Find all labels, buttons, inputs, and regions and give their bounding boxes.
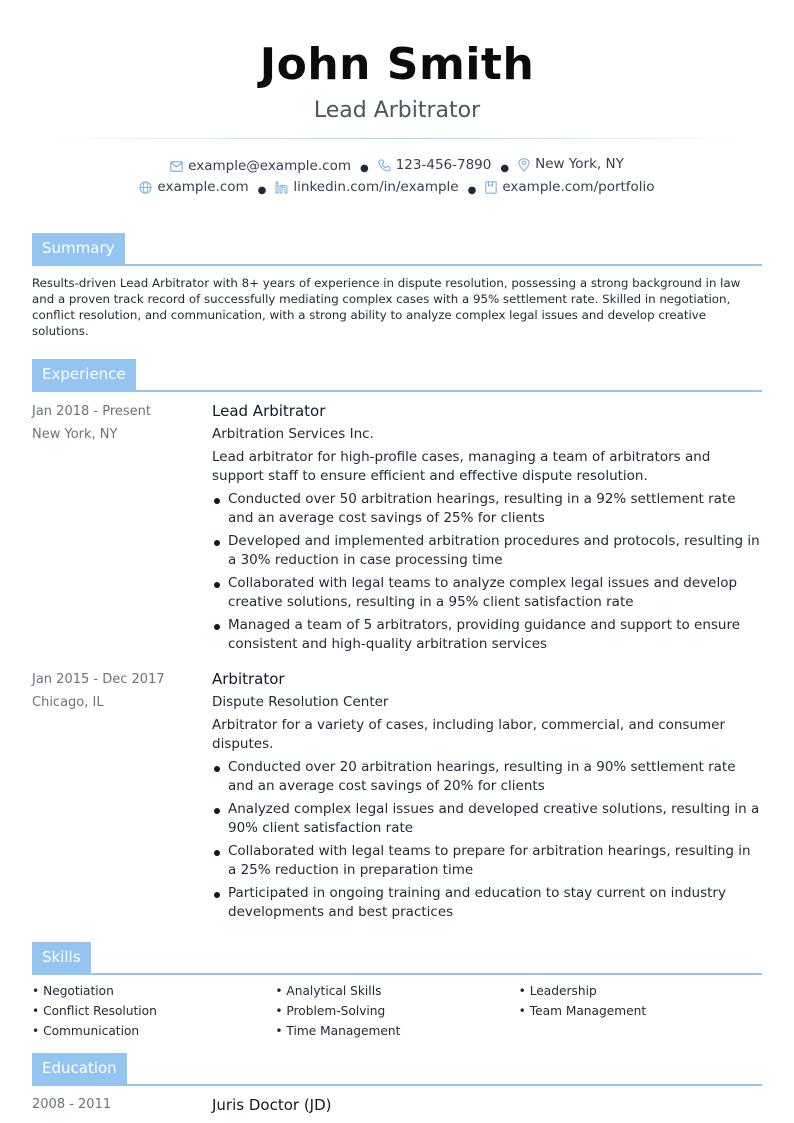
job-bullet: Collaborated with legal teams to analyze complex legal issues and develop creative solutions, resulting in a 95% client satisfaction rate [212, 574, 762, 612]
skill-item: • Communication [32, 1021, 275, 1041]
contact-website-text: example.com [157, 178, 249, 195]
contact-location-text: New York, NY [535, 156, 624, 172]
phone-icon [378, 159, 391, 172]
job-bullets [212, 490, 762, 654]
contact-linkedin-text: linkedin.com/in/example [293, 178, 459, 195]
resume-page [32, 0, 762, 1116]
contact-linkedin[interactable] [275, 178, 458, 197]
contact-location [518, 155, 624, 174]
job-bullet: Collaborated with legal teams to prepare for arbitration hearings, resulting in a 25% reduction in preparation time [212, 842, 762, 880]
skills-column [32, 981, 275, 1041]
skill-item: • Leadership [519, 981, 762, 1001]
section-rule [32, 264, 762, 266]
contact-portfolio[interactable] [485, 178, 654, 197]
job-dates: Jan 2018 - Present [32, 403, 151, 419]
mail-icon [170, 161, 183, 172]
summary-section-header [32, 233, 762, 266]
skills-section-header [32, 942, 762, 975]
experience-entry [32, 400, 762, 658]
job-bullet: Analyzed complex legal issues and developed creative solutions, resulting in a 90% client satisfaction rate [212, 800, 762, 838]
summary-heading: Summary [32, 233, 125, 264]
job-location: New York, NY [32, 426, 118, 442]
job-bullet: Managed a team of 5 arbitrators, providing guidance and support to ensure consistent and high-quality arbitration services [212, 616, 762, 654]
job-bullets [212, 758, 762, 922]
job-title: Arbitrator [212, 669, 285, 688]
contact-email-text: example@example.com [188, 157, 351, 174]
summary-text: Results-driven Lead Arbitrator with 8+ years of experience in dispute resolution, possessing a strong background in law and a proven track record of successfully mediating complex cases with a 95% settlement rate. Skilled in negotiation, conflict resolution, and communication, with a strong ability to analyze complex legal issues and develop creative solutions. [32, 275, 741, 338]
job-meta [32, 400, 212, 658]
experience-entry [32, 668, 762, 926]
job-body [212, 668, 762, 926]
section-rule [32, 973, 762, 975]
candidate-role: Lead Arbitrator [313, 98, 481, 123]
contact-email[interactable] [170, 157, 351, 176]
portfolio-icon [485, 181, 497, 194]
job-bullet: Conducted over 50 arbitration hearings, resulting in a 92% settlement rate and an average cost savings of 25% for clients [212, 490, 762, 528]
job-title: Lead Arbitrator [212, 401, 326, 420]
education-entry [32, 1094, 762, 1116]
job-bullet: Conducted over 20 arbitration hearings, resulting in a 90% settlement rate and an average cost savings of 20% for clients [212, 758, 762, 796]
candidate-name: John Smith [259, 39, 535, 90]
skill-item: • Team Management [519, 1001, 762, 1021]
job-body [212, 400, 762, 658]
experience-heading: Experience [32, 359, 136, 390]
contact-line-2 [32, 178, 762, 200]
experience-section-header [32, 359, 762, 392]
contact-line-1 [32, 155, 762, 178]
location-icon [518, 158, 530, 172]
skill-item: • Problem-Solving [275, 1001, 518, 1021]
skill-item: • Analytical Skills [275, 981, 518, 1001]
job-bullet: Developed and implemented arbitration procedures and protocols, resulting in a 30% reduction in case processing time [212, 532, 762, 570]
contact-phone-text: 123-456-7890 [395, 156, 492, 173]
job-bullet: Participated in ongoing training and education to stay current on industry developments and best practices [212, 884, 762, 922]
skill-item: • Time Management [275, 1021, 518, 1041]
contact-separator: ● [359, 162, 369, 174]
education-degree: Juris Doctor (JD) [212, 1095, 332, 1114]
job-company: Dispute Resolution Center [212, 693, 389, 710]
linkedin-icon [275, 181, 288, 194]
education-dates: 2008 - 2011 [32, 1096, 112, 1112]
skills-heading: Skills [32, 942, 91, 973]
contact-separator: ● [257, 184, 267, 196]
education-heading: Education [32, 1053, 127, 1084]
job-company: Arbitration Services Inc. [212, 425, 374, 442]
section-rule [32, 1084, 762, 1086]
skill-item: • Negotiation [32, 981, 275, 1001]
globe-icon [139, 181, 152, 194]
skills-column [275, 981, 518, 1041]
contact-portfolio-text: example.com/portfolio [502, 178, 655, 195]
contact-phone[interactable] [378, 156, 492, 175]
job-description: Lead arbitrator for high-profile cases, managing a team of arbitrators and support staff to ensure efficient and effective dispute resolution. [212, 448, 711, 484]
contact-website[interactable] [139, 178, 248, 197]
header-divider [37, 138, 757, 139]
section-rule [32, 390, 762, 392]
contact-separator: ● [500, 162, 510, 174]
job-location: Chicago, IL [32, 694, 104, 710]
job-meta [32, 668, 212, 926]
skills-grid [32, 981, 762, 1041]
job-dates: Jan 2015 - Dec 2017 [32, 671, 165, 687]
contact-separator: ● [467, 184, 477, 196]
skill-item: • Conflict Resolution [32, 1001, 275, 1021]
skills-column [519, 981, 762, 1041]
education-section-header [32, 1053, 762, 1086]
job-description: Arbitrator for a variety of cases, including labor, commercial, and consumer disputes. [212, 716, 726, 752]
